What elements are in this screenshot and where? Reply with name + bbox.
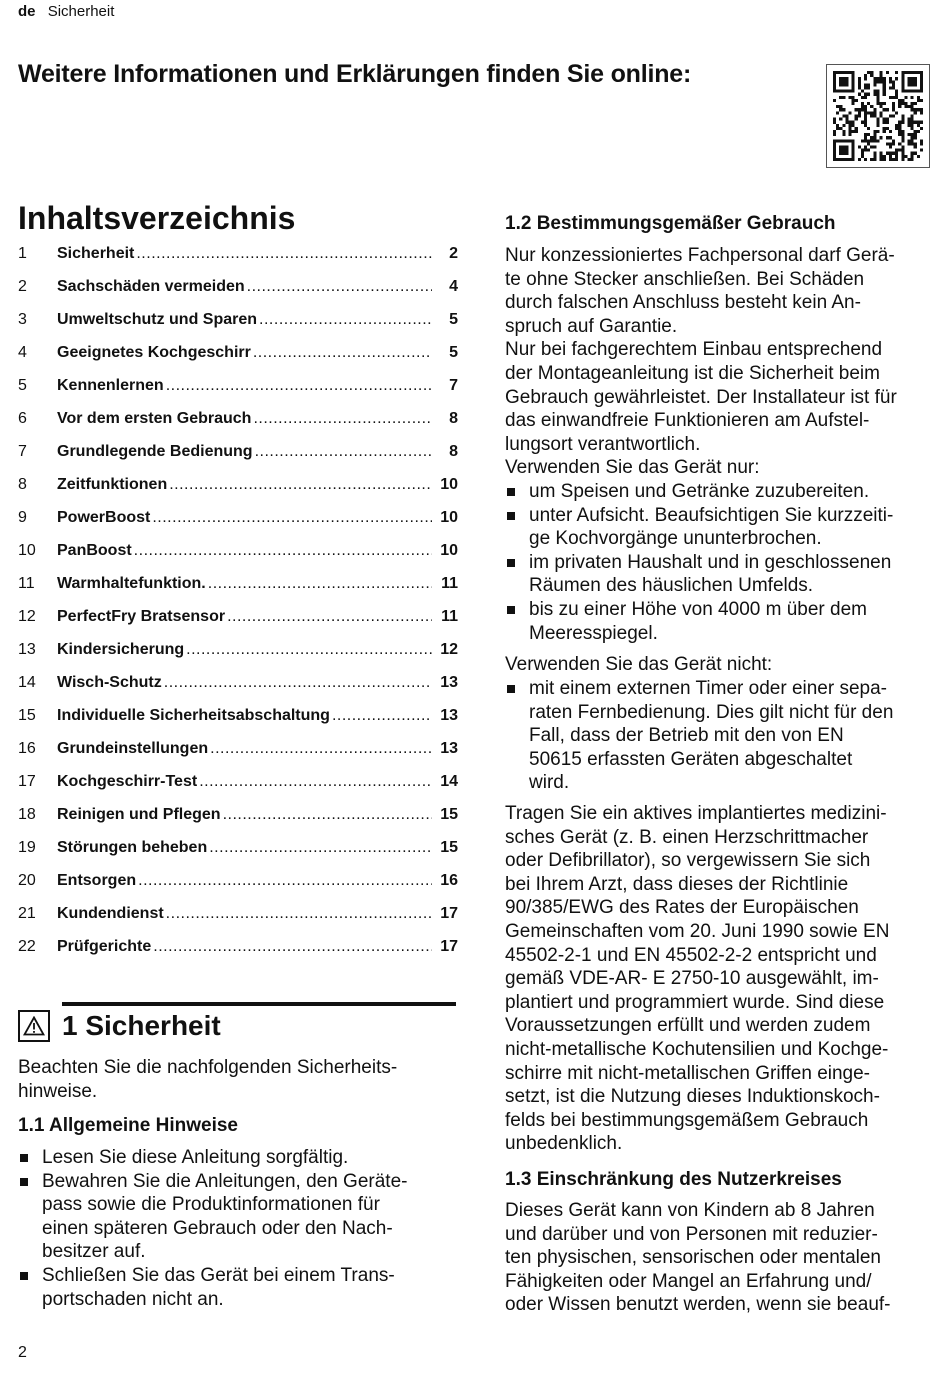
toc-entry[interactable] — [18, 443, 458, 476]
toc-entry-label: Geeignetes Kochgeschirr — [57, 344, 251, 361]
toc-entry-label: Reinigen und Pflegen — [57, 806, 221, 823]
section-rule — [62, 1002, 456, 1006]
toc-leader-dots — [164, 674, 432, 692]
list-item-line: ge Kochvorgänge ununterbrochen. — [529, 528, 822, 550]
subsection-title-1-3: 1.3 Einschränkung des Nutzerkreises — [505, 1169, 842, 1190]
list-item-line: Schließen Sie das Gerät bei einem Trans- — [42, 1264, 395, 1286]
toc-entry-label: Grundlegende Bedienung — [57, 443, 253, 460]
toc-entry-page: 15 — [440, 839, 458, 856]
subsection-title-1-2: 1.2 Bestimmungsgemäßer Gebrauch — [505, 213, 836, 234]
list-item-line: raten Fernbedienung. Dies gilt nicht für den — [529, 701, 894, 723]
toc-entry-number: 4 — [18, 344, 27, 361]
text-line: durch falschen Anschluss besteht kein An- — [505, 292, 861, 314]
toc-entry-number: 6 — [18, 410, 27, 427]
toc-leader-dots — [134, 542, 432, 560]
toc-entry[interactable] — [18, 872, 458, 905]
list-item-line: Fall, dass der Betrieb mit den von EN — [529, 725, 844, 747]
toc-entry-number: 19 — [18, 839, 36, 856]
text-line: 90/385/EWG des Rates der Europäischen — [505, 897, 859, 919]
toc-entry-number: 7 — [18, 443, 27, 460]
use-not-heading: Verwenden Sie das Gerät nicht: — [505, 654, 773, 675]
toc-entry-number: 13 — [18, 641, 36, 658]
toc-entry-label: PowerBoost — [57, 509, 151, 526]
toc-entry-page: 11 — [441, 608, 458, 625]
toc-entry[interactable] — [18, 410, 458, 443]
warning-icon — [18, 1010, 50, 1042]
toc-entry-number: 8 — [18, 476, 27, 493]
toc-entry[interactable] — [18, 806, 458, 839]
text-line: lungsort verantwortlich. — [505, 433, 701, 455]
toc-leader-dots — [166, 905, 432, 923]
toc-entry-page: 5 — [449, 311, 458, 328]
toc-entry-number: 9 — [18, 509, 27, 526]
toc-entry-label: Grundeinstellungen — [57, 740, 209, 757]
section-title: 1 Sicherheit — [62, 1010, 221, 1041]
text-line: felds bei bestimmungsgemäßem Gebrauch — [505, 1109, 869, 1131]
toc-entry[interactable] — [18, 773, 458, 806]
toc-entry[interactable] — [18, 608, 458, 641]
toc-entry-label: Individuelle Sicherheitsabschaltung — [57, 707, 330, 724]
toc-entry[interactable] — [18, 278, 458, 311]
toc-entry-label: Umweltschutz und Sparen — [57, 311, 258, 328]
list-item-line: 50615 erfassten Geräten abgeschaltet — [529, 748, 853, 770]
list-item-line: im privaten Haushalt und in geschlossenen — [529, 551, 892, 573]
text-line: nicht-metallische Kochutensilien und Kochge- — [505, 1038, 889, 1060]
text-line: bei Ihrem Arzt, dass dieses der Richtlinie — [505, 873, 849, 895]
text-line: sches Gerät (z. B. einen Herzschrittmacher — [505, 826, 869, 848]
toc-leader-dots — [253, 410, 432, 428]
toc-leader-dots — [152, 509, 432, 527]
toc-entry[interactable] — [18, 674, 458, 707]
intended-use-text — [505, 244, 945, 480]
toc-entry-page: 16 — [440, 872, 458, 889]
toc-entry-number: 18 — [18, 806, 36, 823]
list-item-line: besitzer auf. — [42, 1241, 146, 1263]
toc-entry[interactable] — [18, 905, 458, 938]
toc-entry-page: 10 — [440, 476, 458, 493]
toc-entry-label: Entsorgen — [57, 872, 137, 889]
text-line: und darüber und von Personen mit reduzier- — [505, 1223, 878, 1245]
list-item-line: portschaden nicht an. — [42, 1288, 224, 1310]
toc-entry[interactable] — [18, 839, 458, 872]
toc-entry-label: Warmhaltefunktion. — [57, 575, 206, 592]
toc-entry-page: 4 — [449, 278, 458, 295]
toc-leader-dots — [255, 443, 432, 461]
running-header — [18, 3, 114, 20]
text-line: das einwandfreie Funktionieren am Aufstel- — [505, 410, 870, 432]
text-line: oder Wissen benutzt werden, wenn sie beauf- — [505, 1294, 891, 1316]
toc-leader-dots — [259, 311, 432, 329]
toc-entry-page: 15 — [440, 806, 458, 823]
text-line: unbedenklich. — [505, 1133, 623, 1155]
toc-entry[interactable] — [18, 509, 458, 542]
toc-entry-number: 20 — [18, 872, 36, 889]
toc-entry-page: 7 — [449, 377, 458, 394]
toc-entry-label: Kindersicherung — [57, 641, 185, 658]
text-line: ten physischen, sensorischen oder mentalen — [505, 1247, 882, 1269]
toc-entry-number: 22 — [18, 938, 36, 955]
toc-entry-page: 13 — [440, 707, 458, 724]
toc-leader-dots — [199, 773, 432, 791]
toc-entry-label: Zeitfunktionen — [57, 476, 168, 493]
toc-leader-dots — [247, 278, 432, 296]
text-line: Gemeinschaften vom 20. Juni 1990 sowie EN — [505, 920, 890, 942]
implant-warning-text — [505, 802, 945, 1156]
qr-code-graphic — [833, 71, 923, 161]
toc-entry[interactable] — [18, 575, 458, 608]
text-line: schirre mit nicht-metallischen Griffen einge- — [505, 1062, 871, 1084]
toc-entry-page: 10 — [440, 509, 458, 526]
text-line: Nur konzessioniertes Fachpersonal darf Gerä- — [505, 245, 895, 266]
toc-entry-number: 15 — [18, 707, 36, 724]
text-line: te ohne Stecker anschließen. Bei Schäden — [505, 268, 865, 290]
toc-leader-dots — [332, 707, 432, 725]
toc-entry-label: Kennenlernen — [57, 377, 164, 394]
toc-entry-page: 2 — [449, 245, 458, 262]
toc-entry-label: Sicherheit — [57, 245, 135, 262]
toc-entry-page: 17 — [440, 905, 458, 922]
toc-leader-dots — [210, 740, 432, 758]
text-line: plantiert und programmiert wurde. Sind diese — [505, 991, 885, 1013]
list-item — [505, 504, 945, 551]
list-item — [505, 598, 945, 645]
list-item-line: wird. — [529, 772, 570, 794]
text-line: der Montageanleitung ist die Sicherheit beim — [505, 362, 880, 384]
toc-entry-label: Vor dem ersten Gebrauch — [57, 410, 252, 427]
toc-entry-label: Kochgeschirr-Test — [57, 773, 198, 790]
toc-entry-page: 10 — [440, 542, 458, 559]
toc-entry-label: Wisch-Schutz — [57, 674, 162, 691]
text-line: Beachten Sie die nachfolgenden Sicherheits- — [18, 1057, 398, 1078]
toc-leader-dots — [153, 938, 432, 956]
list-item — [18, 1264, 458, 1311]
online-info-title: Weitere Informationen und Erklärungen finden Sie online: — [18, 60, 692, 88]
page-number: 2 — [18, 1344, 27, 1361]
text-line: Nur bei fachgerechtem Einbau entsprechend — [505, 339, 883, 361]
text-line: gemäß VDE-AR- E 2750-10 ausgewählt, im- — [505, 968, 879, 990]
list-item-line: Meeresspiegel. — [529, 622, 658, 644]
list-item-line: Lesen Sie diese Anleitung sorgfältig. — [42, 1147, 349, 1168]
list-item-line: mit einem externen Timer oder einer sepa- — [529, 678, 887, 699]
text-line: Verwenden Sie das Gerät nur: — [505, 457, 760, 479]
text-line: Voraussetzungen erfüllt und werden zudem — [505, 1015, 871, 1037]
toc-entry[interactable] — [18, 377, 458, 410]
toc-entry-page: 13 — [440, 740, 458, 757]
toc-entry-number: 1 — [18, 245, 27, 262]
section-heading — [18, 1010, 221, 1042]
text-line: hinweise. — [18, 1080, 98, 1102]
toc-leader-dots — [227, 608, 432, 626]
toc-entry[interactable] — [18, 938, 458, 971]
toc-entry-page: 5 — [449, 344, 458, 361]
list-item — [18, 1170, 458, 1264]
header-section: Sicherheit — [47, 3, 115, 20]
toc-leader-dots — [186, 641, 432, 659]
list-item-line: unter Aufsicht. Beaufsichtigen Sie kurzzeiti- — [529, 504, 894, 526]
toc-entry-label: PanBoost — [57, 542, 132, 559]
toc-entry-label: Prüfgerichte — [57, 938, 152, 955]
toc-leader-dots — [169, 476, 432, 494]
toc-leader-dots — [138, 872, 432, 890]
subsection-title-1-1: 1.1 Allgemeine Hinweise — [18, 1115, 238, 1136]
toc-leader-dots — [166, 377, 432, 395]
text-line: oder Defibrillator), so vergewissern Sie sich — [505, 850, 871, 872]
text-line: Dieses Gerät kann von Kindern ab 8 Jahren — [505, 1200, 875, 1221]
use-not-list — [505, 677, 945, 795]
toc-entry-number: 11 — [18, 575, 35, 592]
toc-entry-page: 12 — [440, 641, 458, 658]
language-code: de — [18, 3, 36, 20]
section-intro — [18, 1056, 458, 1103]
list-item-line: bis zu einer Höhe von 4000 m über dem — [529, 598, 867, 620]
toc-entry-number: 21 — [18, 905, 36, 922]
toc-entry-label: PerfectFry Bratsensor — [57, 608, 226, 625]
toc-entry-number: 2 — [18, 278, 27, 295]
toc-leader-dots — [136, 245, 432, 263]
toc-entry[interactable] — [18, 542, 458, 575]
list-item-line: Räumen des häuslichen Umfelds. — [529, 575, 814, 597]
toc-entry-number: 17 — [18, 773, 36, 790]
list-item — [505, 480, 945, 504]
toc-entry-page: 8 — [449, 443, 458, 460]
text-line: Gebrauch gewährleistet. Der Installateur ist für — [505, 386, 897, 408]
toc-entry-number: 5 — [18, 377, 27, 394]
toc-entry[interactable] — [18, 311, 458, 344]
general-notes-list — [18, 1146, 458, 1311]
toc-entry-page: 14 — [440, 773, 458, 790]
toc-entry-number: 10 — [18, 542, 36, 559]
toc-entry-page: 11 — [441, 575, 458, 592]
toc-entry-label: Kundendienst — [57, 905, 164, 922]
toc-entry[interactable] — [18, 707, 458, 740]
toc-leader-dots — [209, 839, 432, 857]
toc-entry-number: 16 — [18, 740, 36, 757]
text-line: Tragen Sie ein aktives implantiertes medizini- — [505, 803, 887, 824]
toc-leader-dots — [253, 344, 432, 362]
use-only-list — [505, 480, 945, 645]
table-of-contents — [18, 245, 458, 971]
toc-entry-number: 3 — [18, 311, 27, 328]
list-item-line: Bewahren Sie die Anleitungen, den Geräte- — [42, 1170, 408, 1192]
qr-code[interactable] — [826, 64, 930, 168]
list-item — [18, 1146, 458, 1170]
text-line: Fähigkeiten oder Mangel an Erfahrung und/ — [505, 1270, 872, 1292]
toc-entry-page: 8 — [449, 410, 458, 427]
toc-entry-label: Sachschäden vermeiden — [57, 278, 245, 295]
list-item-line: um Speisen und Getränke zuzubereiten. — [529, 481, 870, 502]
toc-entry[interactable] — [18, 740, 458, 773]
toc-leader-dots — [223, 806, 432, 824]
toc-entry[interactable] — [18, 245, 458, 278]
text-line: setzt, ist die Nutzung dieses Induktionskoch- — [505, 1086, 880, 1108]
toc-entry[interactable] — [18, 476, 458, 509]
list-item — [505, 551, 945, 598]
toc-entry-label: Störungen beheben — [57, 839, 208, 856]
toc-entry-page: 17 — [440, 938, 458, 955]
toc-title: Inhaltsverzeichnis — [18, 200, 296, 236]
toc-entry[interactable] — [18, 344, 458, 377]
toc-entry-number: 12 — [18, 608, 36, 625]
text-line: spruch auf Garantie. — [505, 315, 678, 337]
toc-entry-page: 13 — [440, 674, 458, 691]
list-item-line: pass sowie die Produktinformationen für — [42, 1194, 380, 1216]
list-item — [505, 677, 945, 795]
text-line: 45502-2-1 und EN 45502-2-2 entspricht und — [505, 944, 877, 966]
user-restriction-text — [505, 1199, 945, 1317]
toc-leader-dots — [208, 575, 432, 593]
list-item-line: einen späteren Gebrauch oder den Nach- — [42, 1217, 393, 1239]
toc-entry[interactable] — [18, 641, 458, 674]
toc-entry-number: 14 — [18, 674, 36, 691]
